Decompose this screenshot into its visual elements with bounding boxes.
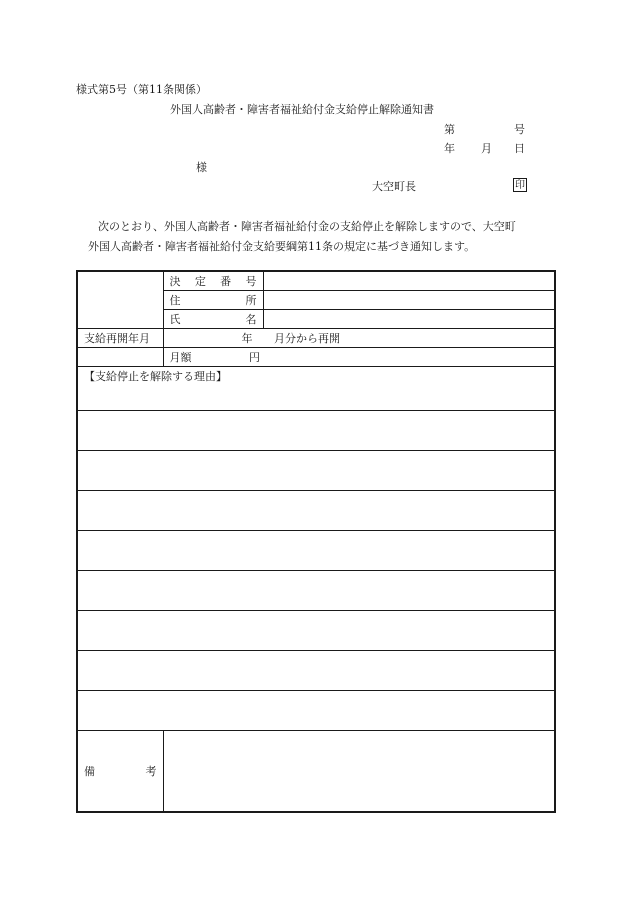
remarks-field[interactable]	[163, 731, 555, 813]
blank-label-cell	[77, 271, 163, 329]
issue-number-suffix: 号	[514, 123, 525, 136]
date-year-label: 年	[444, 142, 455, 155]
name-field[interactable]	[263, 310, 555, 329]
date-month-label: 月	[481, 142, 492, 155]
decision-number-label: 決 定 番 号	[163, 271, 263, 291]
reason-line-5[interactable]	[77, 571, 555, 611]
reason-line-1[interactable]	[77, 411, 555, 451]
reason-line-8[interactable]	[77, 691, 555, 731]
resume-year-label: 年	[241, 331, 253, 345]
issue-number-prefix: 第	[444, 123, 455, 136]
body-text	[88, 217, 516, 257]
notice-table	[76, 270, 556, 813]
body-line-1: 次のとおり、外国人高齢者・障害者福祉給付金の支給停止を解除しますので、大空町	[98, 220, 516, 233]
reason-label: 【支給停止を解除する理由】	[77, 367, 555, 411]
address-field[interactable]	[263, 291, 555, 310]
body-line-2: 外国人高齢者・障害者福祉給付金支給要綱第11条の規定に基づき通知します。	[88, 240, 476, 253]
resume-label: 支給再開年月	[77, 329, 163, 348]
reason-header-row	[77, 367, 555, 411]
address-label: 住 所	[163, 291, 263, 310]
date-day-label: 日	[514, 142, 525, 155]
reason-line-4[interactable]	[77, 531, 555, 571]
document-title: 外国人高齢者・障害者福祉給付金支給停止解除通知書	[170, 103, 434, 116]
resume-month-label: 月分から再開	[274, 331, 340, 345]
decision-number-row	[77, 271, 555, 291]
monthly-amount-field[interactable]	[163, 348, 555, 367]
decision-number-field[interactable]	[263, 271, 555, 291]
monthly-amount-row	[77, 348, 555, 367]
name-label: 氏 名	[163, 310, 263, 329]
monthly-blank-cell	[77, 348, 163, 367]
recipient-honorific: 様	[196, 161, 207, 174]
remarks-row	[77, 731, 555, 813]
reason-line-2[interactable]	[77, 451, 555, 491]
reason-line-3[interactable]	[77, 491, 555, 531]
resume-row	[77, 329, 555, 348]
form-number: 様式第5号（第11条関係）	[76, 83, 207, 96]
seal-mark: 印	[515, 180, 525, 191]
yen-label: 円	[249, 350, 260, 364]
resume-field[interactable]	[163, 329, 555, 348]
remarks-label: 備 考	[77, 731, 163, 813]
reason-line-6[interactable]	[77, 611, 555, 651]
reason-line-7[interactable]	[77, 651, 555, 691]
issuer-name: 大空町長	[372, 180, 416, 193]
monthly-amount-label: 月額	[169, 350, 192, 364]
